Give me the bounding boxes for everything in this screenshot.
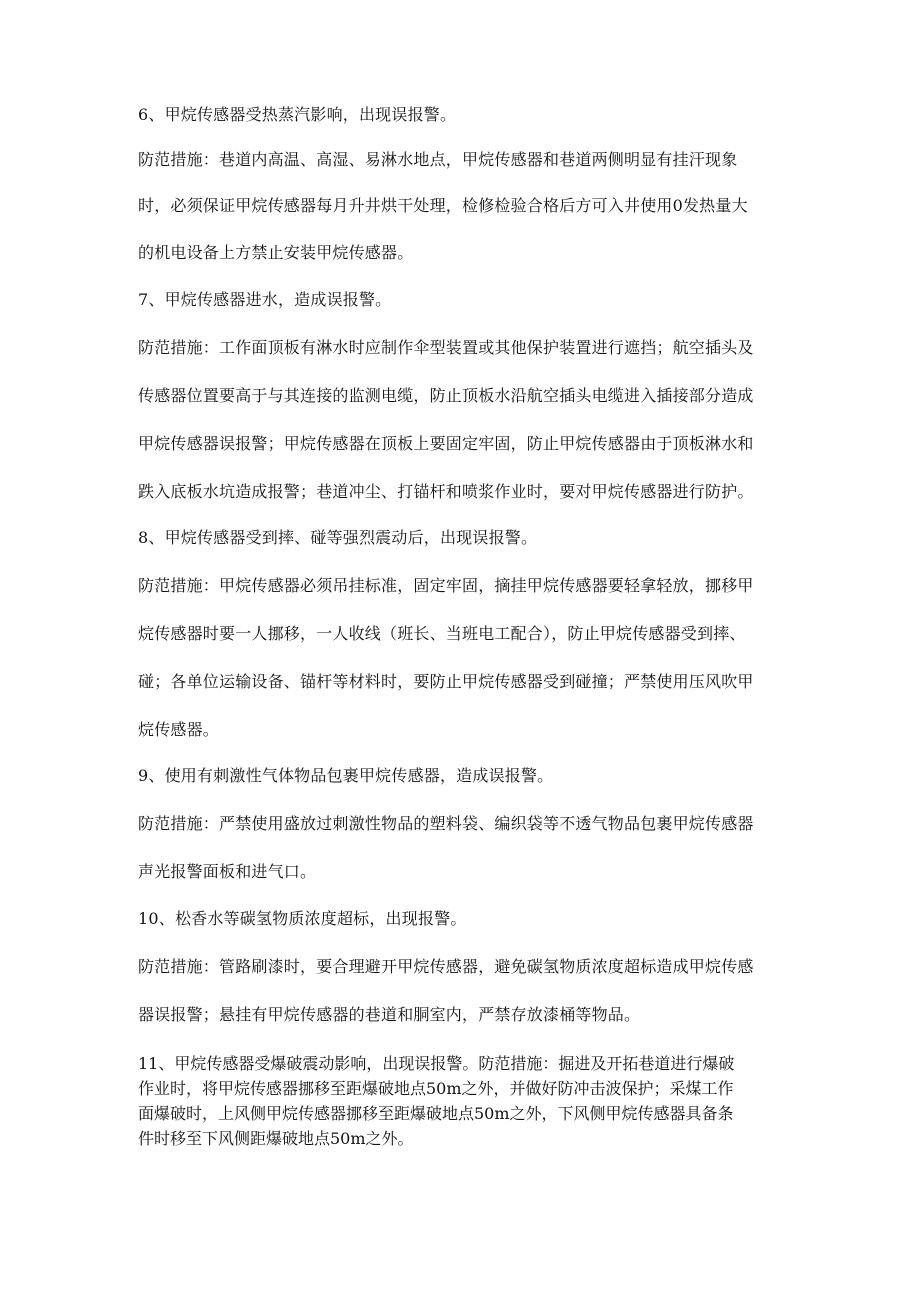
paragraph-line: 烷传感器。 [138,720,220,739]
paragraph-line: 跌入底板水坑造成报警；巷道冲尘、打锚杆和喷浆作业时，要对甲烷传感器进行防护。 [138,482,754,501]
paragraph-line: 传感器位置要高于与其连接的监测电缆，防止顶板水沿航空插头电缆进入插接部分造成 [138,386,754,405]
paragraph-line: 防范措施：甲烷传感器必须吊挂标准，固定牢固，摘挂甲烷传感器要轻拿轻放，挪移甲 [138,576,754,595]
paragraph-line: 作业时，将甲烷传感器挪移至距爆破地点50m之外，并做好防冲击波保护；采煤工作 [138,1079,734,1098]
paragraph-line: 防范措施：管路刷漆时，要合理避开甲烷传感器，避免碳氢物质浓度超标造成甲烷传感 [138,957,754,976]
heading-item-7: 7、甲烷传感器进水，造成误报警。 [138,290,392,309]
heading-item-9: 9、使用有刺激性气体物品包裹甲烷传感器，造成误报警。 [138,766,554,785]
heading-item-11: 11、甲烷传感器受爆破震动影响，出现误报警。防范措施：掘进及开拓巷道进行爆破 [138,1054,735,1073]
heading-item-10: 10、松香水等碳氢物质浓度超标，出现报警。 [138,909,467,928]
paragraph-line: 声光报警面板和进气口。 [138,862,317,881]
paragraph-line: 的机电设备上方禁止安装甲烷传感器。 [138,243,414,262]
paragraph-line: 时，必须保证甲烷传感器每月升井烘干处理，检修检验合格后方可入井使用0发热量大 [138,196,748,215]
paragraph-line: 器误报警；悬挂有甲烷传感器的巷道和胴室内，严禁存放漆桶等物品。 [138,1005,641,1024]
paragraph-line: 防范措施：严禁使用盛放过刺激性物品的塑料袋、编织袋等不透气物品包裹甲烷传感器 [138,814,754,833]
paragraph-line: 烷传感器时要一人挪移，一人收线（班长、当班电工配合），防止甲烷传感器受到摔、 [138,624,746,643]
heading-item-6: 6、甲烷传感器受热蒸汽影响，出现误报警。 [138,105,457,124]
paragraph-line: 防范措施：工作面顶板有淋水时应制作伞型装置或其他保护装置进行遮挡；航空插头及 [138,338,754,357]
paragraph-line: 甲烷传感器误报警；甲烷传感器在顶板上要固定牢固，防止甲烷传感器由于顶板淋水和 [138,434,754,453]
paragraph-line: 件时移至下风侧距爆破地点50m之外。 [138,1129,414,1148]
heading-item-8: 8、甲烷传感器受到摔、碰等强烈震动后，出现误报警。 [138,528,538,547]
paragraph-line: 面爆破时，上风侧甲烷传感器挪移至距爆破地点50m之外，下风侧甲烷传感器具备条 [138,1104,734,1123]
paragraph-line: 防范措施：巷道内高温、高湿、易淋水地点，甲烷传感器和巷道两侧明显有挂汗现象 [138,150,738,169]
paragraph-line: 碰；各单位运输设备、锚杆等材料时，要防止甲烷传感器受到碰撞；严禁使用压风吹甲 [138,672,754,691]
